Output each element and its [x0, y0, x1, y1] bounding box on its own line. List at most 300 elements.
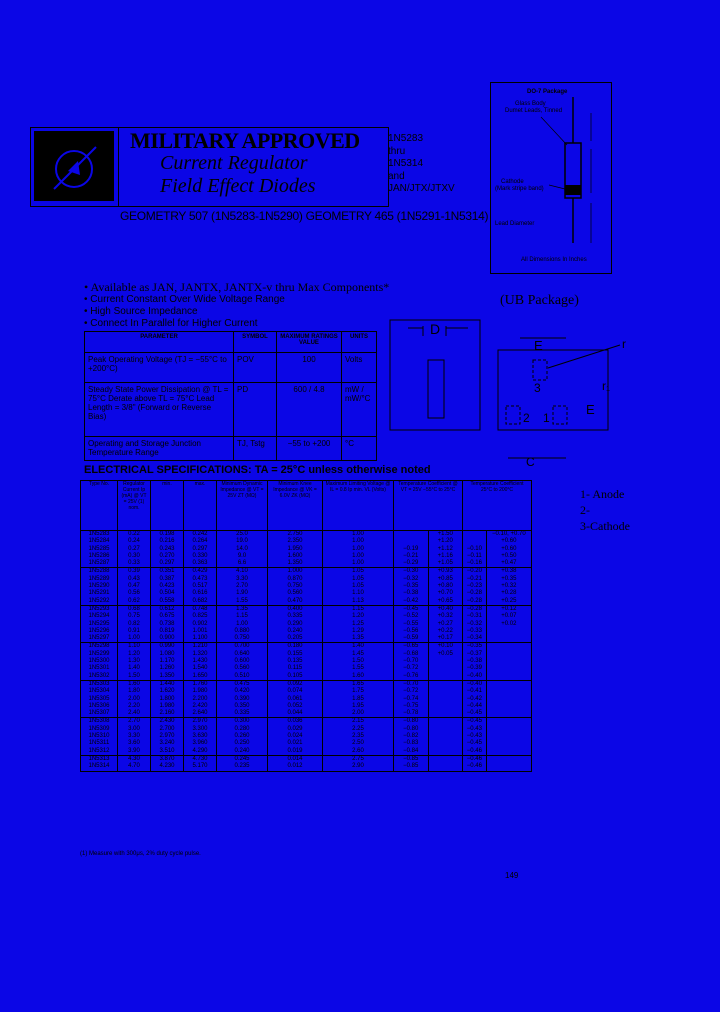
table-cell: −0.45: [463, 740, 487, 747]
ratings-header: UNITS: [342, 332, 377, 353]
table-cell: 0.738: [151, 621, 184, 628]
table-cell: −0.10, +0.70: [486, 531, 531, 539]
table-cell: 1N5291: [81, 590, 118, 597]
table-cell: +0.28: [486, 590, 531, 597]
table-cell: 1.00: [217, 621, 268, 628]
table-cell: 3.510: [151, 748, 184, 756]
footnote: (1) Measure with 300μs, 2% duty cycle pulse.: [80, 851, 201, 857]
table-cell: 0.91: [118, 628, 151, 635]
table-cell: 0.290: [268, 621, 323, 628]
table-cell: 3.960: [184, 740, 217, 747]
table-cell: 2.970: [184, 718, 217, 726]
ub-package-drawing: [388, 310, 718, 480]
table-row: [81, 531, 532, 539]
feature-item: • Current Constant Over Wide Voltage Range: [84, 294, 285, 305]
table-cell: 2.200: [184, 696, 217, 703]
table-cell: −0.80: [394, 726, 429, 733]
table-cell: 1.540: [184, 665, 217, 672]
table-cell: 1.440: [151, 680, 184, 688]
table-cell: −0.39: [463, 665, 487, 672]
table-cell: 2.640: [184, 710, 217, 718]
ratings-units: °C: [342, 437, 377, 461]
table-cell: −0.38: [394, 590, 429, 597]
svg-text:C: C: [526, 455, 535, 469]
table-cell: 0.33: [118, 560, 151, 568]
table-cell: 0.423: [151, 583, 184, 590]
legend-item: 2-: [580, 503, 590, 517]
table-cell: −0.35: [394, 583, 429, 590]
table-cell: [486, 680, 531, 688]
table-cell: −0.52: [394, 613, 429, 620]
table-cell: 3.90: [118, 748, 151, 756]
table-row: [81, 680, 532, 688]
table-cell: 19.0: [217, 538, 268, 545]
table-cell: [428, 680, 463, 688]
table-cell: 4.30: [118, 755, 151, 763]
table-cell: 1.05: [323, 576, 394, 583]
table-cell: −0.84: [394, 748, 429, 756]
table-cell: 0.429: [184, 568, 217, 576]
table-cell: 0.870: [268, 576, 323, 583]
table-cell: 4.730: [184, 755, 217, 763]
table-cell: −0.40: [463, 680, 487, 688]
table-cell: 0.880: [217, 628, 268, 635]
table-cell: 1.350: [268, 560, 323, 568]
table-cell: 1.30: [118, 658, 151, 665]
table-cell: 25.0: [217, 531, 268, 539]
table-cell: −0.21: [463, 576, 487, 583]
table-cell: 1.650: [184, 673, 217, 681]
table-cell: [486, 755, 531, 763]
table-cell: 1N5293: [81, 605, 118, 613]
table-cell: +0.27: [428, 621, 463, 628]
table-cell: +0.50: [486, 553, 531, 560]
table-cell: −0.83: [394, 740, 429, 747]
part-number-list: [388, 133, 498, 196]
table-cell: 3.240: [151, 740, 184, 747]
table-cell: +0.38: [486, 568, 531, 576]
table-cell: +0.60: [486, 538, 531, 545]
table-cell: 3.870: [151, 755, 184, 763]
do7-label: All Dimensions In Inches: [521, 257, 587, 263]
table-cell: 1N5285: [81, 546, 118, 553]
table-cell: 0.297: [184, 546, 217, 553]
table-cell: 1.00: [323, 560, 394, 568]
ratings-header: MAXIMUM RATINGS VALUE: [277, 332, 342, 353]
table-cell: 0.245: [217, 755, 268, 763]
table-cell: −0.65: [394, 643, 429, 651]
table-cell: −0.10: [463, 546, 487, 553]
table-row: [81, 598, 532, 606]
table-row: [81, 621, 532, 628]
spec-header: Maximum Limiting Voltage @ IL = 0.8 Ip min. VL (Volts): [323, 481, 394, 531]
table-cell: 4.10: [217, 568, 268, 576]
table-cell: 1.001: [184, 628, 217, 635]
table-cell: 0.56: [118, 590, 151, 597]
table-cell: 1N5299: [81, 651, 118, 658]
table-cell: [486, 748, 531, 756]
table-row: [81, 703, 532, 710]
svg-text:E: E: [586, 402, 595, 417]
table-cell: 1N5310: [81, 733, 118, 740]
table-cell: 0.819: [151, 628, 184, 635]
do7-label: Lead Diameter: [495, 221, 535, 227]
table-cell: 2.970: [151, 733, 184, 740]
spec-header: Regulator Current Ip (mA) @ VT = 25V (1) nom.: [118, 481, 151, 531]
table-cell: 0.43: [118, 576, 151, 583]
table-cell: 1N5307: [81, 710, 118, 718]
table-row: [81, 665, 532, 672]
table-cell: 1N5312: [81, 748, 118, 756]
table-cell: 1N5286: [81, 553, 118, 560]
table-cell: 2.00: [323, 710, 394, 718]
table-cell: 0.155: [268, 651, 323, 658]
part-number-line: thru: [388, 145, 406, 157]
do7-label: (Mark stripe band): [495, 186, 544, 192]
table-cell: [428, 755, 463, 763]
table-row: [81, 553, 532, 560]
table-cell: 0.470: [268, 598, 323, 606]
part-number-line: 1N5314: [388, 158, 424, 169]
table-cell: [428, 733, 463, 740]
table-cell: 0.39: [118, 568, 151, 576]
table-cell: −0.43: [463, 733, 487, 740]
table-cell: −0.42: [463, 696, 487, 703]
ratings-value: 600 / 4.8: [277, 383, 342, 437]
table-cell: +0.25: [486, 598, 531, 606]
ratings-param: Peak Operating Voltage (TJ = −55°C to +200°C): [85, 353, 234, 383]
table-cell: −0.21: [394, 553, 429, 560]
table-cell: −0.23: [463, 583, 487, 590]
table-row: [81, 710, 532, 718]
table-cell: −0.45: [463, 718, 487, 726]
table-cell: 2.50: [323, 740, 394, 747]
table-cell: 1.85: [323, 696, 394, 703]
table-cell: +0.05: [428, 651, 463, 658]
table-cell: 0.280: [217, 726, 268, 733]
table-cell: −0.70: [394, 658, 429, 665]
table-cell: 1N5303: [81, 680, 118, 688]
table-cell: 1.080: [151, 651, 184, 658]
table-row: [81, 643, 532, 651]
table-cell: −0.46: [463, 755, 487, 763]
svg-text:2: 2: [523, 411, 530, 425]
table-cell: 0.682: [184, 598, 217, 606]
table-cell: 1N5300: [81, 658, 118, 665]
table-cell: 2.420: [184, 703, 217, 710]
table-cell: [486, 643, 531, 651]
table-cell: 1.320: [184, 651, 217, 658]
table-cell: [486, 651, 531, 658]
table-cell: 0.240: [268, 628, 323, 635]
table-cell: 0.24: [118, 538, 151, 545]
table-cell: [486, 658, 531, 665]
ratings-units: mW / mW/°C: [342, 383, 377, 437]
table-cell: [486, 726, 531, 733]
table-cell: [486, 696, 531, 703]
table-cell: 1.10: [323, 590, 394, 597]
table-cell: 1.000: [268, 568, 323, 576]
table-cell: −0.76: [394, 673, 429, 681]
table-cell: 0.517: [184, 583, 217, 590]
table-cell: +1.05: [428, 560, 463, 568]
do7-label: Glass Body: [515, 101, 546, 107]
logo-diode-icon: [34, 131, 114, 201]
feature-item: • Connect In Parallel for Higher Current: [84, 318, 258, 329]
legend-item: 1- Anode: [580, 487, 625, 501]
table-row: [81, 613, 532, 620]
table-cell: 1.60: [323, 673, 394, 681]
svg-text:r: r: [622, 337, 626, 351]
table-row: [81, 538, 532, 545]
table-cell: 1.95: [323, 703, 394, 710]
table-cell: +0.93: [428, 568, 463, 576]
table-cell: 0.330: [184, 553, 217, 560]
table-cell: 1N5301: [81, 665, 118, 672]
table-cell: 0.825: [184, 613, 217, 620]
table-cell: 0.300: [217, 718, 268, 726]
max-ratings-table: [84, 331, 377, 461]
table-cell: 0.270: [151, 553, 184, 560]
table-cell: 1N5305: [81, 696, 118, 703]
table-cell: 1.35: [217, 605, 268, 613]
table-cell: 1.65: [323, 680, 394, 688]
table-cell: [486, 733, 531, 740]
table-cell: 3.00: [118, 726, 151, 733]
table-cell: 0.264: [184, 538, 217, 545]
table-cell: 0.061: [268, 696, 323, 703]
table-cell: [428, 740, 463, 747]
table-cell: 1.760: [184, 680, 217, 688]
table-cell: 0.216: [151, 538, 184, 545]
do7-drawing: [491, 83, 611, 273]
company-logo: [34, 131, 114, 201]
table-cell: 0.900: [151, 635, 184, 643]
table-cell: −0.31: [463, 613, 487, 620]
ratings-units: Volts: [342, 353, 377, 383]
table-cell: 1N5309: [81, 726, 118, 733]
table-cell: 2.15: [323, 718, 394, 726]
table-cell: 14.0: [217, 546, 268, 553]
ratings-param: Operating and Storage Junction Temperature Range: [85, 437, 234, 461]
feature-item: • Available as JAN, JANTX, JANTX-v thru Max Components*: [84, 280, 390, 294]
table-cell: 0.105: [268, 673, 323, 681]
part-number-line: and: [388, 170, 405, 182]
table-cell: −0.29: [394, 560, 429, 568]
table-cell: −0.28: [463, 598, 487, 606]
table-cell: [428, 688, 463, 695]
table-cell: 1.950: [268, 546, 323, 553]
page-number: 149: [505, 871, 519, 880]
table-cell: −0.33: [463, 628, 487, 635]
table-cell: 1N5313: [81, 755, 118, 763]
table-cell: −0.70: [394, 680, 429, 688]
table-cell: 1.600: [268, 553, 323, 560]
spec-header: Type No.: [81, 481, 118, 531]
table-cell: 0.363: [184, 560, 217, 568]
table-cell: −0.68: [394, 651, 429, 658]
table-row: [81, 763, 532, 771]
table-cell: 1.05: [323, 583, 394, 590]
table-cell: +0.60: [486, 546, 531, 553]
spec-header: Minimum Knee Impedance @ VK = 6.0V ZK (MΩ): [268, 481, 323, 531]
table-cell: +1.20: [428, 538, 463, 545]
table-cell: 0.22: [118, 531, 151, 539]
table-cell: +0.22: [428, 628, 463, 635]
table-row: [81, 635, 532, 643]
table-cell: −0.41: [463, 688, 487, 695]
table-cell: 0.62: [118, 598, 151, 606]
ratings-symbol: TJ, Tstg: [234, 437, 277, 461]
table-cell: 1.100: [184, 635, 217, 643]
table-cell: [428, 696, 463, 703]
table-cell: −0.35: [463, 643, 487, 651]
table-cell: 3.60: [118, 740, 151, 747]
do7-label: Dumet Leads, Tinned: [505, 108, 563, 114]
table-row: [81, 718, 532, 726]
table-cell: [486, 688, 531, 695]
table-cell: 0.260: [217, 733, 268, 740]
table-cell: 1N5289: [81, 576, 118, 583]
table-cell: 0.074: [268, 688, 323, 695]
table-cell: 1N5283: [81, 531, 118, 539]
table-cell: 2.35: [323, 733, 394, 740]
table-cell: −0.16: [463, 560, 487, 568]
ratings-header: SYMBOL: [234, 332, 277, 353]
table-cell: 0.014: [268, 755, 323, 763]
table-cell: −0.43: [463, 726, 487, 733]
spec-header: max.: [184, 481, 217, 531]
table-cell: 1N5298: [81, 643, 118, 651]
spec-header: Temperature Coefficient 25°C to 200°C: [463, 481, 532, 531]
legend-item: 3-Cathode: [580, 519, 630, 533]
table-cell: 1.210: [184, 643, 217, 651]
table-cell: −0.72: [394, 665, 429, 672]
table-cell: 0.297: [151, 560, 184, 568]
table-cell: −0.59: [394, 635, 429, 643]
table-cell: 0.198: [151, 531, 184, 539]
table-cell: 0.335: [217, 710, 268, 718]
table-cell: 1N5294: [81, 613, 118, 620]
svg-text:D: D: [430, 321, 441, 337]
table-cell: 0.68: [118, 605, 151, 613]
table-cell: 4.230: [151, 763, 184, 771]
table-cell: 0.400: [268, 605, 323, 613]
table-cell: 0.473: [184, 576, 217, 583]
ratings-value: 100: [277, 353, 342, 383]
table-cell: +0.47: [486, 560, 531, 568]
table-cell: [486, 718, 531, 726]
table-cell: 1.05: [323, 568, 394, 576]
table-cell: 0.675: [151, 613, 184, 620]
table-cell: −0.80: [394, 718, 429, 726]
table-cell: 1.20: [323, 613, 394, 620]
table-cell: 0.390: [217, 696, 268, 703]
table-cell: −0.75: [394, 703, 429, 710]
table-cell: 5.170: [184, 763, 217, 771]
table-cell: 0.029: [268, 726, 323, 733]
table-cell: 0.475: [217, 680, 268, 688]
part-number-line: 1N5283: [388, 133, 424, 144]
table-cell: 0.902: [184, 621, 217, 628]
table-cell: 1.15: [323, 605, 394, 613]
table-cell: −0.32: [463, 621, 487, 628]
svg-text:E: E: [534, 338, 543, 353]
table-row: [81, 755, 532, 763]
table-cell: 1.800: [151, 696, 184, 703]
table-cell: 3.30: [217, 576, 268, 583]
table-cell: 0.135: [268, 658, 323, 665]
table-cell: [394, 531, 429, 539]
table-row: [81, 568, 532, 576]
table-cell: 0.560: [268, 590, 323, 597]
table-cell: 0.990: [151, 643, 184, 651]
table-cell: −0.78: [394, 710, 429, 718]
table-cell: 1N5311: [81, 740, 118, 747]
table-row: [81, 628, 532, 635]
table-row: [81, 605, 532, 613]
table-cell: 0.351: [151, 568, 184, 576]
table-cell: 1N5292: [81, 598, 118, 606]
table-cell: 1.00: [118, 635, 151, 643]
table-cell: 1.15: [217, 613, 268, 620]
table-cell: 1.40: [323, 643, 394, 651]
table-cell: 0.600: [217, 658, 268, 665]
svg-text:r₁: r₁: [602, 379, 611, 393]
table-cell: +1.50: [428, 531, 463, 539]
table-cell: 0.242: [184, 531, 217, 539]
table-row: [81, 748, 532, 756]
table-cell: 6.6: [217, 560, 268, 568]
title-line-3: Field Effect Diodes: [160, 175, 316, 197]
ub-pin-legend: [580, 486, 630, 534]
table-cell: 0.012: [268, 763, 323, 771]
table-cell: 0.640: [217, 651, 268, 658]
table-cell: [486, 703, 531, 710]
electrical-specs-table: [80, 480, 532, 772]
table-row: [81, 560, 532, 568]
table-cell: [428, 658, 463, 665]
table-cell: −0.44: [463, 703, 487, 710]
table-cell: +0.02: [486, 621, 531, 628]
table-cell: 1.00: [323, 546, 394, 553]
table-cell: 2.90: [323, 763, 394, 771]
table-cell: 1.00: [323, 538, 394, 545]
table-cell: 1.80: [118, 688, 151, 695]
table-cell: −0.40: [463, 673, 487, 681]
table-cell: −0.85: [394, 763, 429, 771]
table-cell: [428, 703, 463, 710]
table-cell: 1.55: [217, 598, 268, 606]
table-cell: 1.40: [118, 665, 151, 672]
table-cell: 1N5284: [81, 538, 118, 545]
table-cell: [486, 673, 531, 681]
table-cell: 0.82: [118, 621, 151, 628]
table-cell: +0.85: [428, 576, 463, 583]
table-cell: +1.16: [428, 553, 463, 560]
table-cell: 1.20: [118, 651, 151, 658]
table-cell: 1.45: [323, 651, 394, 658]
table-cell: [486, 665, 531, 672]
table-cell: [486, 763, 531, 771]
table-cell: [486, 740, 531, 747]
table-cell: −0.28: [463, 590, 487, 597]
table-cell: −0.74: [394, 696, 429, 703]
table-cell: 1N5304: [81, 688, 118, 695]
table-cell: 1.90: [217, 590, 268, 597]
table-cell: −0.34: [463, 635, 487, 643]
table-cell: +0.65: [428, 598, 463, 606]
